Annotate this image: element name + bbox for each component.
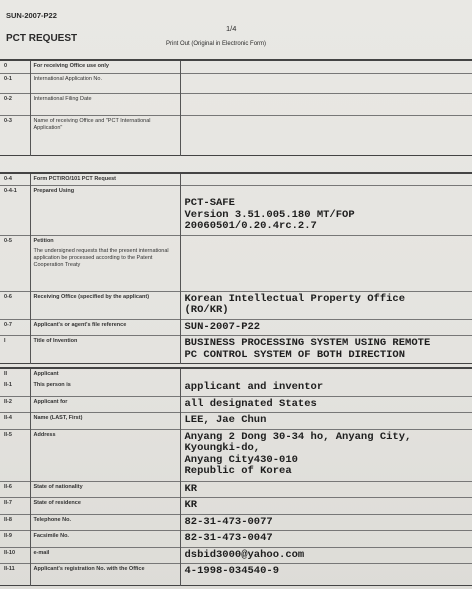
- print-note: Print Out (Original in Electronic Form): [166, 41, 267, 47]
- applicant-name-value: LEE, Jae Chun: [180, 413, 472, 430]
- facsimile-label: Facsimile No.: [30, 531, 180, 548]
- row-number: II-8: [0, 514, 30, 531]
- telephone-label: Telephone No.: [30, 514, 180, 531]
- row-number: 0-1: [0, 73, 30, 93]
- nationality-label: State of nationality: [30, 481, 180, 498]
- invention-title-value: BUSINESS PROCESSING SYSTEM USING REMOTE PC CONTROL SYSTEM OF BOTH DIRECTION: [180, 336, 472, 364]
- row-number: II-10: [0, 547, 30, 564]
- telephone-value: 82-31-473-0077: [180, 514, 472, 531]
- page-number: 1/4: [226, 24, 237, 33]
- row-number: II: [0, 368, 30, 380]
- office-use-label: For receiving Office use only: [30, 60, 180, 73]
- intl-application-no-value: [180, 73, 472, 93]
- row-number: 0-4-1: [0, 186, 30, 236]
- residence-label: State of residence: [30, 498, 180, 515]
- residence-value: KR: [180, 498, 472, 515]
- row-number: II-7: [0, 498, 30, 515]
- office-use-value: [180, 60, 472, 73]
- page-title: PCT REQUEST: [6, 33, 78, 44]
- person-type-value: applicant and inventor: [184, 381, 324, 393]
- office-use-section: [0, 59, 472, 156]
- row-number: II-4: [0, 413, 30, 430]
- row-number: 0-3: [0, 115, 30, 155]
- intl-filing-date-value: [180, 93, 472, 115]
- row-number: 0-7: [0, 319, 30, 336]
- invention-title-label: Title of Invention: [30, 336, 180, 364]
- receiving-office-label: Receiving Office (specified by the applicant): [30, 291, 180, 319]
- file-reference-header: SUN-2007-P22: [6, 11, 57, 20]
- row-number: II-9: [0, 531, 30, 548]
- row-number: II-11: [0, 564, 30, 586]
- address-label: Address: [30, 429, 180, 481]
- registration-no-value: 4-1998-034540-9: [180, 564, 472, 586]
- row-number: II-6: [0, 481, 30, 498]
- address-value: Anyang 2 Dong 30-34 ho, Anyang City, Kyoungki-do, Anyang City430-010 Republic of Korea: [180, 429, 472, 481]
- applicant-for-value: all designated States: [180, 396, 472, 413]
- receiving-office-value: Korean Intellectual Property Office (RO/KR): [180, 291, 472, 319]
- row-number: I: [0, 336, 30, 364]
- file-reference-label: Applicant's or agent's file reference: [30, 319, 180, 336]
- intl-filing-date-label: International Filing Date: [30, 93, 180, 115]
- prepared-using-value: PCT-SAFE Version 3.51.005.180 MT/FOP 20060501/0.20.4rc.2.7: [180, 186, 472, 236]
- applicant-name-label: Name (LAST, First): [30, 413, 180, 430]
- form-section: [0, 172, 472, 364]
- receiving-office-name-value: [180, 115, 472, 155]
- row-number: II-2: [0, 396, 30, 413]
- petition-text: The undersigned requests that the present international application be processed according to the Patent Cooperation Treaty: [33, 247, 169, 268]
- row-number: 0-2: [0, 93, 30, 115]
- intl-application-no-label: International Application No.: [30, 73, 180, 93]
- file-reference-value: SUN-2007-P22: [180, 319, 472, 336]
- email-value: dsbid3000@yahoo.com: [180, 547, 472, 564]
- row-number: 0-4: [0, 173, 30, 186]
- prepared-using-label: Prepared Using: [30, 186, 180, 236]
- registration-no-label: Applicant's registration No. with the Office: [30, 564, 180, 586]
- row-number: 0: [0, 60, 30, 73]
- applicant-section: [0, 367, 472, 586]
- applicant-for-label: Applicant for: [30, 396, 180, 413]
- email-label: e-mail: [30, 547, 180, 564]
- facsimile-value: 82-31-473-0047: [180, 531, 472, 548]
- row-number: II-1: [4, 382, 12, 388]
- row-number: II-5: [0, 429, 30, 481]
- form-name-label: Form PCT/RO/101 PCT Request: [30, 173, 180, 186]
- person-type-label: This person is: [30, 380, 180, 396]
- nationality-value: KR: [180, 481, 472, 498]
- row-number: 0-5: [0, 235, 30, 291]
- applicant-heading: Applicant: [30, 368, 180, 380]
- receiving-office-name-label: Name of receiving Office and "PCT International Application": [30, 115, 180, 155]
- petition-label: Petition The undersigned requests that the present international application be processed according to the Patent Cooperation Treaty: [30, 235, 180, 291]
- row-number: 0-6: [0, 291, 30, 319]
